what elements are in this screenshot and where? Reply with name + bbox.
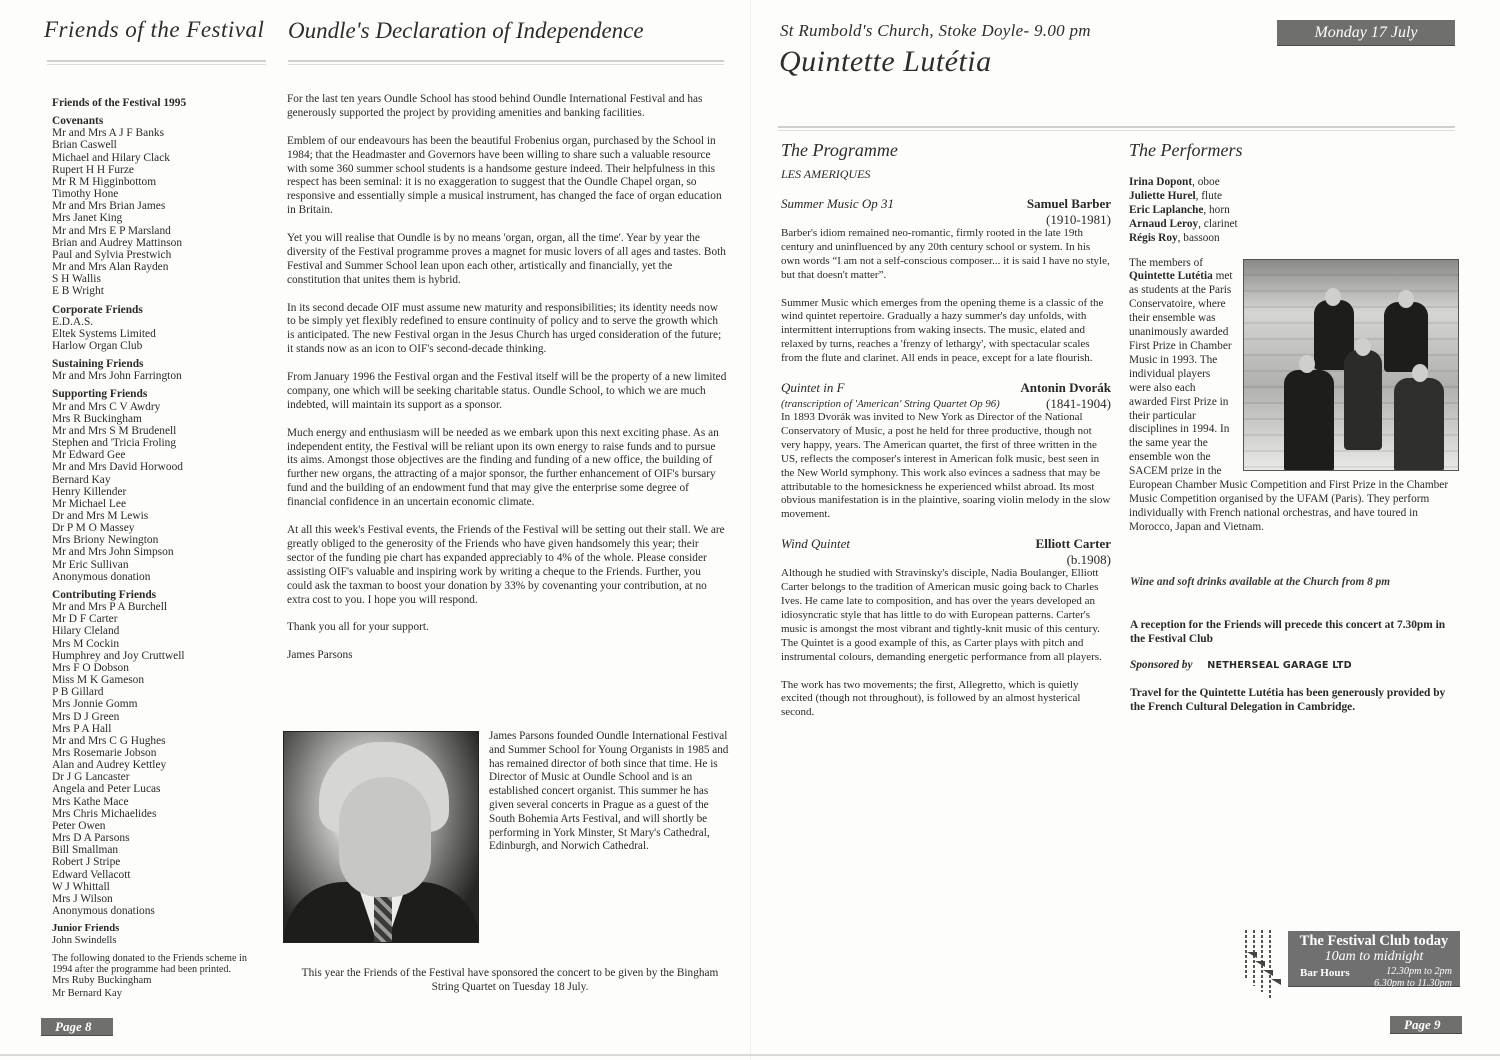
portrait-photo-james-parsons bbox=[283, 731, 479, 943]
performer-instrument: , flute bbox=[1195, 189, 1222, 202]
friend-name: Mr Eric Sullivan bbox=[52, 558, 129, 571]
friend-name: Mrs R Buckingham bbox=[52, 412, 142, 425]
declaration-paragraph: From January 1996 the Festival organ and the Festival itself will be the property of a new limited company, one which will be seeking charitable status. Oundle School, to which we are much indebted, will maintain its support as a sponsor. bbox=[287, 371, 727, 411]
friends-group bbox=[52, 388, 267, 583]
performer-instrument: , horn bbox=[1203, 203, 1230, 216]
friends-group bbox=[52, 304, 267, 353]
photo-face bbox=[339, 777, 431, 897]
friend-name: Henry Killender bbox=[52, 485, 127, 498]
friend-name: Mrs Jonnie Gomm bbox=[52, 698, 138, 711]
friends-list-title: Friends of the Festival 1995 bbox=[52, 97, 187, 109]
pennant bbox=[1271, 979, 1281, 985]
friend-name: Mrs F O Dobson bbox=[52, 661, 129, 674]
bio-text: met as students at the Paris Conservatoire, where their ensemble was unanimously awarded First Prize in Chamber Music in 1993. The individual players were also each awarded First Prize in their particular disciplines in 1994. In the same year the ensemble won the SACEM prize in the European Chamber Music Competition and First Prize in the Chamber Music Competition organised by the UFAM (Paris). They perform individually with French national orchestras, and have toured in Morocco, Japan and Vietnam. bbox=[1129, 270, 1449, 533]
friend-name: Angela and Peter Lucas bbox=[52, 783, 161, 796]
pennant bbox=[1247, 952, 1257, 958]
group-title: Corporate Friends bbox=[52, 303, 143, 316]
performer-item bbox=[1129, 218, 1459, 232]
group-title: Contributing Friends bbox=[52, 588, 157, 601]
ensemble-photo bbox=[1243, 259, 1459, 471]
performer-name: Régis Roy bbox=[1129, 231, 1178, 244]
work-title: Summer Music Op 31 bbox=[781, 196, 895, 211]
friend-name: Mr and Mrs C V Awdry bbox=[52, 400, 161, 413]
composer-dates: (b.1908) bbox=[1066, 552, 1111, 568]
friend-name: Anonymous donations bbox=[52, 905, 155, 917]
declaration-body bbox=[287, 93, 727, 675]
friend-name: Rupert H H Furze bbox=[52, 163, 134, 176]
performer-instrument: , clarinet bbox=[1198, 217, 1238, 230]
friend-name: Mr Bernard Kay bbox=[52, 987, 123, 999]
bio-ensemble-name: Quintette Lutétia bbox=[1129, 270, 1213, 283]
friend-name: Mrs M Cockin bbox=[52, 637, 120, 650]
performer-instrument: , bassoon bbox=[1177, 231, 1220, 244]
friend-name: Mr and Mrs John Farrington bbox=[52, 370, 182, 383]
performer-list bbox=[1129, 176, 1459, 246]
club-title: The Festival Club today bbox=[1299, 933, 1449, 949]
date-badge: Monday 17 July bbox=[1277, 20, 1455, 46]
bio-intro: The members of bbox=[1129, 256, 1204, 269]
flag-pole bbox=[1269, 930, 1271, 1000]
friend-name: Mr D F Carter bbox=[52, 613, 118, 626]
composer-name: Samuel Barber bbox=[1026, 196, 1111, 211]
performer-name: Eric Laplanche bbox=[1129, 203, 1204, 216]
friend-name: Mrs D A Parsons bbox=[52, 832, 130, 845]
friend-name: Brian Caswell bbox=[52, 139, 117, 152]
friend-name: S H Wallis bbox=[52, 273, 101, 286]
performers-column bbox=[1129, 140, 1459, 535]
friend-name: Mrs Rosemarie Jobson bbox=[52, 746, 157, 759]
flag-pole bbox=[1253, 930, 1255, 986]
performer-item bbox=[1129, 204, 1459, 218]
bar-time: 6.30pm to 11.30pm bbox=[1374, 978, 1452, 989]
friend-name: E.D.A.S. bbox=[52, 315, 94, 328]
page-bottom-edge bbox=[0, 1054, 1500, 1056]
friend-name: Mr and Mrs A J F Banks bbox=[52, 127, 165, 140]
friend-name: Mrs Ruby Buckingham bbox=[52, 975, 152, 987]
friend-name: Anonymous donation bbox=[52, 570, 151, 583]
friend-name: Mr and Mrs Alan Rayden bbox=[52, 261, 169, 274]
friends-group bbox=[52, 115, 267, 297]
declaration-paragraph: At all this week's Festival events, the Friends of the Festival will be setting out their stall. We are greatly obliged to the generosity of the Friends who have given handsomely this year; their sector of the funding pie chart has expanded appreciably to 4% of the whole. Please consider assisting OIF's valuable and inspiring work by writing a cheque to the Friends. Further, you could ask the taxman to boost your donation by 33% by covenanting your contribution, at no extra cost to you. I hope you will respond. bbox=[287, 524, 725, 606]
sponsor-line bbox=[1130, 659, 1352, 671]
friend-name: Hilary Cleland bbox=[52, 625, 120, 638]
friend-name: Mrs Briony Newington bbox=[52, 534, 159, 547]
declaration-paragraph: In its second decade OIF must assume new maturity and responsibilities; its identity needs now to be simply yet flexibly redefined to ensure continuity of policy and to serve the growth which is anticipated. The new Festival organ in the Jesus Church has urged consideration of the future; it stands now as an icon to OIF's second-decade thinking. bbox=[287, 301, 722, 356]
wine-note: Wine and soft drinks available at the Church from 8 pm bbox=[1130, 576, 1391, 588]
friend-name: Dr J G Lancaster bbox=[52, 771, 130, 784]
travel-note: Travel for the Quintette Lutétia has been generously provided by the French Cultural Delegation in Cambridge. bbox=[1130, 687, 1446, 713]
thanks-line: Thank you all for your support. bbox=[287, 621, 429, 634]
friend-name: Humphrey and Joy Cruttwell bbox=[52, 649, 185, 662]
photo-tie bbox=[374, 897, 392, 942]
performer-instrument: , oboe bbox=[1192, 176, 1220, 188]
friend-name: Mr and Mrs E P Marsland bbox=[52, 224, 171, 237]
concert-title: Quintette Lutétia bbox=[779, 45, 992, 78]
bunting-icon bbox=[1243, 930, 1283, 1004]
performer-name: Juliette Hurel bbox=[1129, 189, 1196, 202]
photo-head bbox=[1412, 364, 1428, 382]
friend-name: Mr Edward Gee bbox=[52, 449, 126, 462]
friend-name: Mr and Mrs S M Brudenell bbox=[52, 424, 177, 437]
late-donors-note: The following donated to the Friends scheme in 1994 after the programme had been printed. bbox=[52, 953, 247, 976]
bar-time: 12.30pm to 2pm bbox=[1386, 966, 1452, 977]
friend-name: Mr and Mrs Brian James bbox=[52, 200, 166, 213]
declaration-header-rule bbox=[288, 60, 724, 65]
programme-column bbox=[781, 140, 1111, 734]
friends-list bbox=[52, 97, 267, 1000]
composer-name: Elliott Carter bbox=[1035, 536, 1111, 552]
group-title: Covenants bbox=[52, 115, 104, 128]
page-number-8: Page 8 bbox=[41, 1018, 113, 1036]
friend-name: Mr and Mrs John Simpson bbox=[52, 546, 174, 559]
work-carter bbox=[781, 536, 1111, 720]
programme-subtitle: LES AMERIQUES bbox=[781, 167, 871, 181]
photo-head bbox=[1299, 355, 1315, 373]
friend-name: Mr and Mrs David Horwood bbox=[52, 461, 183, 474]
work-dvorak bbox=[781, 380, 1111, 522]
declaration-paragraph: For the last ten years Oundle School has stood behind Oundle International Festival and has generously supported the project by providing amenities and banking facilities. bbox=[287, 93, 703, 119]
friend-name: Bill Smallman bbox=[52, 844, 119, 857]
work-description: Summer Music which emerges from the opening theme is a classic of the wind quintet repertoire. Gradually a hazy summer's day unfolds, with intermittent interruptions from waking insects. The music, elated and relaxed by turns, reaches a 'frenzy of lethargy', with spectacular scales from the flute and clarinet. All ends in peace, except for a late flourish. bbox=[781, 296, 1104, 365]
work-description: In 1893 Dvorák was invited to New York as Director of the National Conservatory of Music, a post he held for three productive, though not very happy, years. The American quartet, the first of three written in the US, reflects the composer's interest in American folk music, best seen in the New World symphony. This work also evinces a sadness that may be attributable to the homesickness he experienced whilst abroad. Its most obvious manifestation is in the plaintive, soaring violin melody in the slow movement. bbox=[781, 411, 1111, 521]
composer-name: Antonin Dvorák bbox=[1020, 380, 1111, 396]
friend-name: Timothy Hone bbox=[52, 188, 119, 201]
photo-figure bbox=[1284, 370, 1334, 471]
group-title: Junior Friends bbox=[52, 923, 120, 935]
work-barber bbox=[781, 196, 1111, 366]
composer-dates: (1841-1904) bbox=[1046, 396, 1111, 412]
ensemble-bio bbox=[1129, 257, 1459, 535]
friend-name: John Swindells bbox=[52, 935, 117, 947]
work-note: (transcription of 'American' String Quartet Op 96) bbox=[781, 398, 1000, 411]
club-hours: 10am to midnight bbox=[1324, 949, 1424, 964]
signature: James Parsons bbox=[287, 649, 353, 662]
work-description: The work has two movements; the first, Allegretto, which is quietly excited (though not throughout), is followed by an almost hysterical second. bbox=[781, 678, 1081, 719]
venue-time: St Rumbold's Church, Stoke Doyle- 9.00 pm bbox=[780, 21, 1091, 40]
declaration-paragraph: Emblem of our endeavours has been the beautiful Frobenius organ, purchased by the School in 1984; that the Headmaster and Governors have been willing to share such a valuable resource with some 360 summer school students is a handsome gesture indeed. Their helpfulness in this respect has been seminal: it is no exaggeration to suggest that the Oundle Chapel organ, so responsive and essentially simple a musical instrument, has changed the face of organ education in Britain. bbox=[287, 134, 722, 217]
sponsored-by-label: Sponsored by bbox=[1130, 659, 1193, 671]
friend-name: Michael and Hilary Clack bbox=[52, 151, 170, 164]
friend-name: W J Whittall bbox=[52, 880, 110, 893]
friend-name: Alan and Audrey Kettley bbox=[52, 759, 167, 772]
friend-name: Paul and Sylvia Prestwich bbox=[52, 248, 172, 261]
pennant bbox=[1263, 970, 1273, 976]
festival-club-box bbox=[1288, 931, 1460, 987]
friends-sponsor-note: This year the Friends of the Festival have sponsored the concert to be given by the Bingham String Quartet on Tuesday 18 July. bbox=[301, 967, 719, 993]
reception-note: A reception for the Friends will precede this concert at 7.30pm in the Festival Club bbox=[1130, 619, 1446, 645]
friend-name: Dr P M O Massey bbox=[52, 522, 135, 535]
friend-name: Mrs Chris Michaelides bbox=[52, 807, 157, 820]
photo-figure bbox=[1384, 302, 1428, 372]
work-description: Although he studied with Stravinsky's disciple, Nadia Boulanger, Elliott Carter belongs to the tradition of American music going back to Charles Ives. He came late to composition, and has over the years developed an idiosyncratic style that has little to do with European patterns. Carter's music is amongst the most vibrant and tightly-knit music of this century. The Quintet is a good example of this, as Carter plays with pitch and instrumental colours, demanding energetic performance from all players. bbox=[781, 567, 1102, 663]
declaration-paragraph: Much energy and enthusiasm will be needed as we embark upon this next exciting phase. As an independent entity, the Festival will be reliant upon its own energy to raise funds and to pursue its aims. Amongst those objectives are the finding and funding of a new office, the building of further new organs, the attracting of a major sponsor, the further enhancement of OIF's bursary fund and the building of an endowment fund that may give the enterprise some degree of financial confidence in an uncertain economic climate. bbox=[287, 426, 719, 509]
friend-name: Dr and Mrs M Lewis bbox=[52, 510, 149, 522]
friend-name: Mrs D J Green bbox=[52, 710, 120, 723]
friends-header-rule bbox=[47, 60, 266, 65]
friend-name: Mrs Kathe Mace bbox=[52, 795, 129, 808]
composer-dates: (1910-1981) bbox=[1046, 212, 1111, 227]
declaration-header: Oundle's Declaration of Independence bbox=[288, 18, 644, 43]
declaration-paragraph: Yet you will realise that Oundle is by no means 'organ, organ, all the time'. Year by year the diversity of the Festival programme proves a magnet for music lovers of all ages and tastes. Both Festival and Summer School lean upon each other, artistically and financially, yet the constitution that unites them is hybrid. bbox=[287, 232, 726, 286]
friends-group bbox=[52, 358, 267, 382]
concert-header-rule bbox=[778, 126, 1455, 131]
photo-head bbox=[1355, 338, 1371, 356]
friend-name: Mrs J Wilson bbox=[52, 892, 113, 905]
friends-header: Friends of the Festival bbox=[44, 17, 265, 42]
friend-name: Peter Owen bbox=[52, 819, 106, 832]
friend-name: Mr and Mrs C G Hughes bbox=[52, 734, 166, 747]
work-title: Quintet in F bbox=[781, 380, 845, 396]
friend-name: Mr Michael Lee bbox=[52, 497, 127, 510]
friend-name: Mr R M Higginbottom bbox=[52, 175, 157, 188]
friend-name: Stephen and 'Tricia Froling bbox=[52, 437, 177, 450]
page-number-9: Page 9 bbox=[1390, 1016, 1462, 1034]
performer-item bbox=[1129, 232, 1459, 246]
photo-figure bbox=[1394, 378, 1444, 471]
friends-group bbox=[52, 589, 267, 917]
performer-name: Arnaud Leroy bbox=[1129, 217, 1199, 230]
parsons-bio: James Parsons founded Oundle International Festival and Summer School for Young Organists in 1985 and has remained director of both since that time. He is Director of Music at Oundle School and is an established concert organist. This summer he has given several concerts in Prague as a guest of the South Bohemia Arts Festival, and will shortly be performing in York Minster, St Mary's Cathedral, Edinburgh, and Norwich Cathedral. bbox=[489, 730, 729, 853]
friend-name: P B Gillard bbox=[52, 686, 104, 699]
group-title: Sustaining Friends bbox=[52, 358, 144, 371]
friend-name: Mrs Janet King bbox=[52, 212, 123, 225]
photo-head bbox=[1398, 290, 1414, 308]
sponsor-name: NETHERSEAL GARAGE LTD bbox=[1207, 660, 1352, 671]
friend-name: Miss M K Gameson bbox=[52, 674, 145, 687]
bar-hours-label: Bar Hours bbox=[1300, 967, 1350, 979]
performers-header: The Performers bbox=[1129, 140, 1243, 160]
friend-name: Brian and Audrey Mattinson bbox=[52, 236, 183, 249]
photo-head bbox=[1325, 288, 1341, 306]
performer-name: Irina Dopont bbox=[1129, 176, 1193, 188]
friend-name: Edward Vellacott bbox=[52, 868, 131, 881]
junior-friends-group bbox=[52, 923, 267, 947]
friends-groups bbox=[52, 115, 267, 917]
friend-name: Robert J Stripe bbox=[52, 856, 121, 869]
friend-name: Harlow Organ Club bbox=[52, 339, 143, 352]
friend-name: Eltek Systems Limited bbox=[52, 327, 156, 340]
programme-header: The Programme bbox=[781, 140, 898, 160]
group-title: Supporting Friends bbox=[52, 388, 148, 401]
performer-item bbox=[1129, 190, 1459, 204]
pennant bbox=[1255, 961, 1265, 967]
friend-name: Mr and Mrs P A Burchell bbox=[52, 601, 168, 614]
photo-figure bbox=[1344, 350, 1382, 450]
friend-name: Bernard Kay bbox=[52, 473, 111, 486]
work-description: Barber's idiom remained neo-romantic, firmly rooted in the late 19th century and uninfluenced by any 20th century school or system. In his own words “I am not a self-conscious composer... it is said I have no style, but that doesn't matter”. bbox=[781, 227, 1110, 281]
performer-item bbox=[1129, 176, 1459, 190]
friend-name: E B Wright bbox=[52, 285, 104, 298]
work-title: Wind Quintet bbox=[781, 536, 850, 552]
friend-name: Mrs P A Hall bbox=[52, 722, 112, 735]
